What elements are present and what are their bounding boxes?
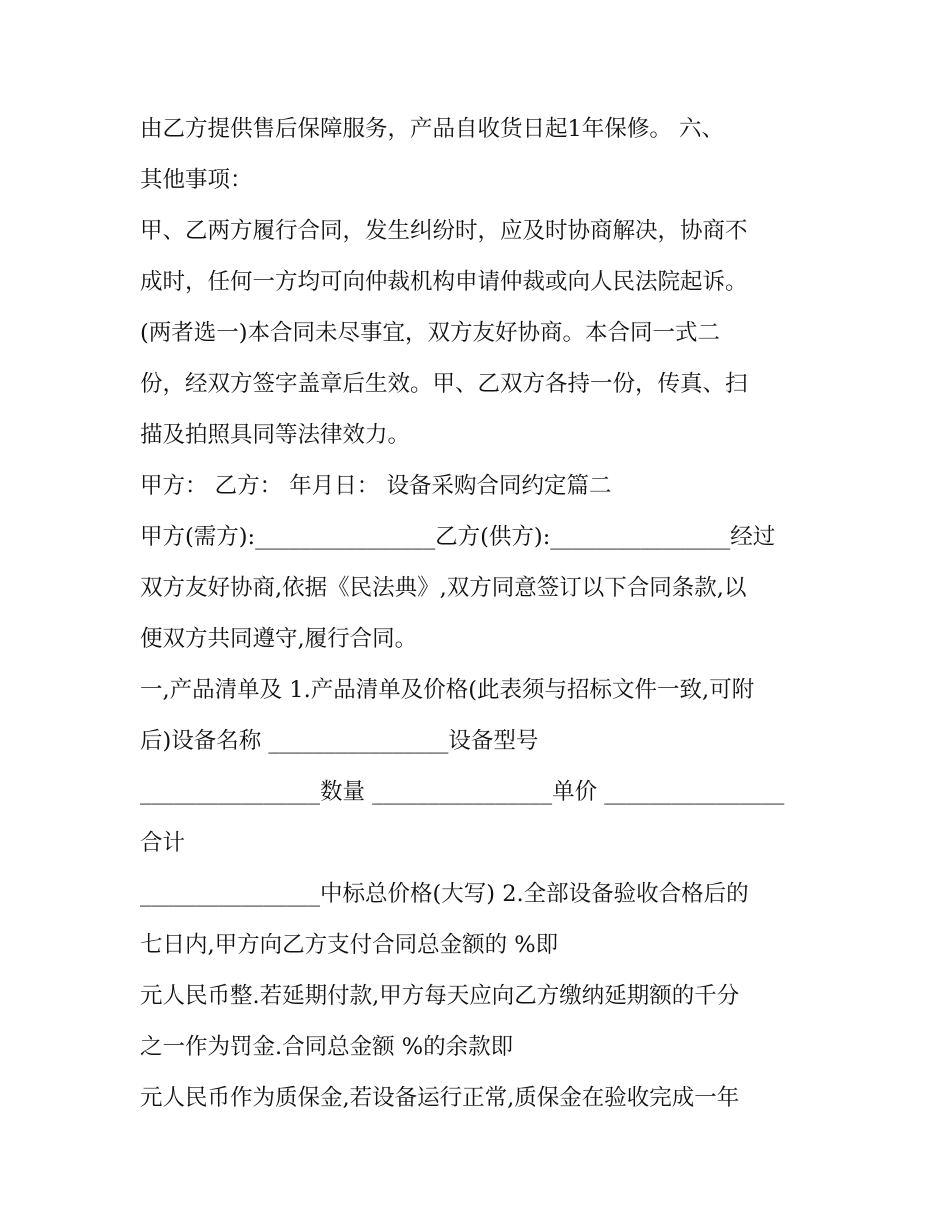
- text-line: 之一作为罚金.合同总金额 %的余款即: [140, 1034, 514, 1060]
- text-line: 描及拍照具同等法律效力。: [140, 422, 411, 448]
- text-line: 元人民币整.若延期付款,甲方每天应向乙方缴纳延期额的千分: [140, 983, 740, 1009]
- text-line: 元人民币作为质保金,若设备运行正常,质保金在验收完成一年: [140, 1085, 740, 1111]
- text-line: 由乙方提供售后保障服务，产品自收货日起1年保修。 六、: [140, 116, 724, 142]
- text-line: 其他事项：: [140, 167, 253, 193]
- text-line: 成时，任何一方均可向仲裁机构申请仲裁或向人民法院起诉。: [140, 269, 748, 295]
- text-line: 便双方共同遵守,履行合同。: [140, 626, 418, 652]
- text-line: (两者选一)本合同未尽事宜，双方友好协商。本合同一式二: [140, 320, 721, 346]
- text-line: 甲方(需方):________________乙方(供方):________________经过: [140, 524, 776, 550]
- text-line: 甲、乙两方履行合同，发生纠纷时，应及时协商解决，协商不: [140, 218, 748, 244]
- text-line: 后)设备名称 ________________设备型号: [140, 728, 539, 754]
- text-line: 合计: [140, 830, 186, 856]
- text-line: 一,产品清单及 1.产品清单及价格(此表须与招标文件一致,可附: [140, 677, 755, 703]
- text-line: ________________数量 ________________单价 ________________: [140, 779, 785, 805]
- text-line: ________________中标总价格(大写) 2.全部设备验收合格后的: [140, 881, 749, 907]
- text-line: 双方友好协商,依据《民法典》,双方同意签订以下合同条款,以: [140, 575, 747, 601]
- text-line: 份，经双方签字盖章后生效。甲、乙双方各持一份，传真、扫: [140, 371, 748, 397]
- text-line: 甲方： 乙方： 年月日： 设备采购合同约定篇二: [140, 473, 612, 499]
- text-line: 七日内,甲方向乙方支付合同总金额的 %即: [140, 932, 559, 958]
- contract-text: [140, 104, 820, 1124]
